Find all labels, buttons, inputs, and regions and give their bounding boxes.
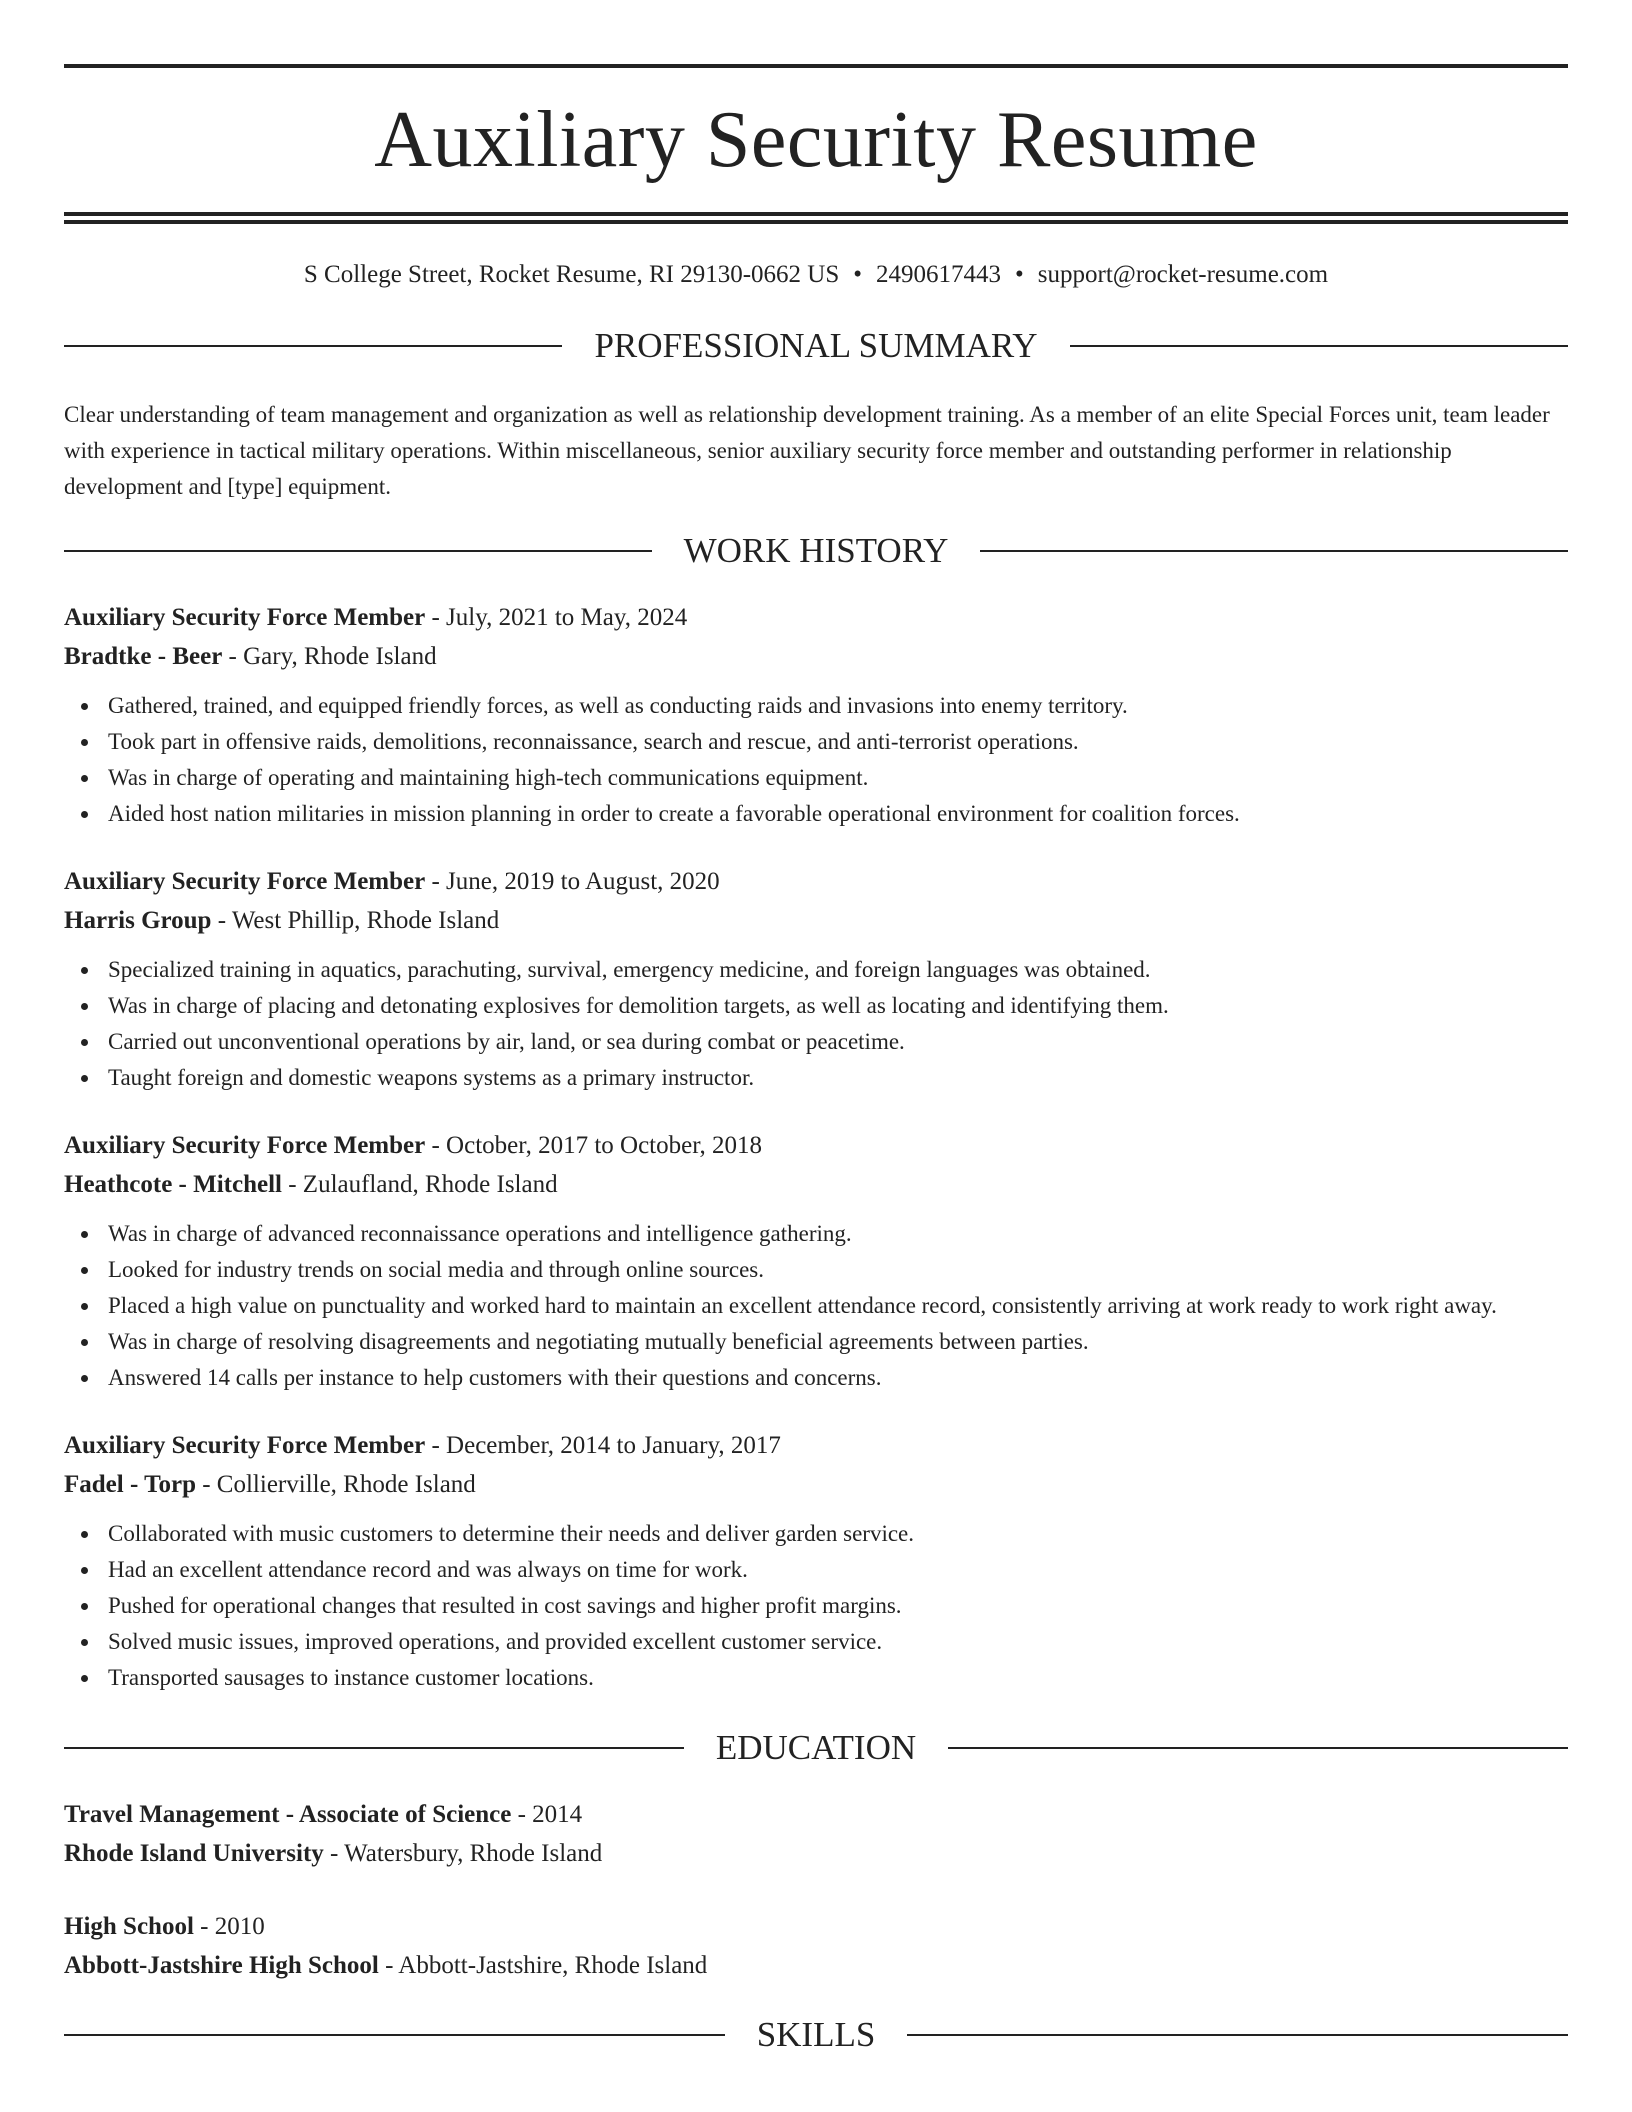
education-location: - Watersbury, Rhode Island (323, 1840, 603, 1867)
job-bullets (64, 688, 1568, 832)
job-company: Harris Group (64, 907, 212, 934)
job-bullet: Was in charge of resolving disagreements and negotiating mutually beneficial agreements between parties. (64, 1324, 1568, 1360)
contact-line (64, 260, 1568, 290)
job-bullet: Was in charge of operating and maintaining high-tech communications equipment. (64, 760, 1568, 796)
education-year: - 2010 (193, 1913, 265, 1940)
resume-title: Auxiliary Security Resume (374, 96, 1258, 184)
section-heading-summary (64, 328, 1568, 363)
job-bullet: Taught foreign and domestic weapons systems as a primary instructor. (64, 1060, 1568, 1096)
job-bullet: Took part in offensive raids, demolitions, reconnaissance, search and rescue, and anti-terrorist operations. (64, 724, 1568, 760)
education-entry (64, 1907, 1568, 1985)
job-location: - Zulaufland, Rhode Island (281, 1171, 558, 1198)
job-bullet: Looked for industry trends on social media and through online sources. (64, 1252, 1568, 1288)
job-company: Heathcote - Mitchell (64, 1171, 282, 1198)
job-bullet: Was in charge of placing and detonating explosives for demolition targets, as well as locating and identifying them. (64, 988, 1568, 1024)
job-title-line (64, 1126, 1568, 1165)
contact-phone: 2490617443 (876, 261, 1002, 288)
job-location: - Gary, Rhode Island (222, 643, 437, 670)
heading-rule (1070, 345, 1568, 347)
resume-page (64, 0, 1568, 2052)
job-company: Fadel - Torp (64, 1471, 196, 1498)
job-company: Bradtke - Beer (64, 643, 223, 670)
education-school: Rhode Island University (64, 1840, 324, 1867)
heading-rule (64, 1747, 684, 1749)
section-title: PROFESSIONAL SUMMARY (594, 326, 1038, 365)
section-title: SKILLS (756, 2015, 876, 2054)
job-title: Auxiliary Security Force Member (64, 1132, 426, 1159)
job-title: Auxiliary Security Force Member (64, 604, 426, 631)
job-entry (64, 598, 1568, 832)
section-heading-work (64, 533, 1568, 568)
job-bullet: Aided host nation militaries in mission planning in order to create a favorable operational environment for coalition forces. (64, 796, 1568, 832)
heading-rule (907, 2034, 1568, 2036)
job-bullets (64, 1516, 1568, 1696)
job-bullet: Gathered, trained, and equipped friendly forces, as well as conducting raids and invasions into enemy territory. (64, 688, 1568, 724)
job-title-line (64, 1426, 1568, 1465)
job-bullet: Carried out unconventional operations by air, land, or sea during combat or peacetime. (64, 1024, 1568, 1060)
job-entry (64, 1126, 1568, 1396)
heading-rule (980, 550, 1568, 552)
job-bullet: Was in charge of advanced reconnaissance operations and intelligence gathering. (64, 1216, 1568, 1252)
contact-separator: • (1015, 261, 1024, 288)
heading-rule (64, 2034, 725, 2036)
job-bullet: Answered 14 calls per instance to help customers with their questions and concerns. (64, 1360, 1568, 1396)
work-history-list (64, 598, 1568, 1696)
job-bullet: Placed a high value on punctuality and worked hard to maintain an excellent attendance record, consistently arriving at work ready to work right away. (64, 1288, 1568, 1324)
education-list (64, 1795, 1568, 1985)
job-title: Auxiliary Security Force Member (64, 868, 426, 895)
heading-rule (64, 550, 652, 552)
contact-address: S College Street, Rocket Resume, RI 29130-0662 US (303, 261, 840, 288)
job-company-line (64, 1165, 1568, 1204)
heading-rule (64, 345, 562, 347)
job-bullet: Pushed for operational changes that resulted in cost savings and higher profit margins. (64, 1588, 1568, 1624)
education-degree: Travel Management - Associate of Science (64, 1801, 512, 1828)
title-double-rule (64, 212, 1568, 224)
job-bullet: Solved music issues, improved operations, and provided excellent customer service. (64, 1624, 1568, 1660)
job-bullets (64, 1216, 1568, 1396)
job-dates: - July, 2021 to May, 2024 (425, 604, 688, 631)
job-title-line (64, 598, 1568, 637)
job-bullets (64, 952, 1568, 1096)
education-degree-line (64, 1795, 1568, 1834)
job-title: Auxiliary Security Force Member (64, 1432, 426, 1459)
job-entry (64, 862, 1568, 1096)
education-entry (64, 1795, 1568, 1873)
contact-separator: • (853, 261, 863, 288)
section-heading-education (64, 1730, 1568, 1765)
job-location: - Collierville, Rhode Island (195, 1471, 476, 1498)
job-bullet: Transported sausages to instance customer locations. (64, 1660, 1568, 1696)
education-location: - Abbott-Jastshire, Rhode Island (378, 1952, 708, 1979)
education-degree-line (64, 1907, 1568, 1946)
education-school: Abbott-Jastshire High School (64, 1952, 379, 1979)
job-bullet: Collaborated with music customers to determine their needs and deliver garden service. (64, 1516, 1568, 1552)
top-rule (64, 64, 1568, 68)
job-company-line (64, 637, 1568, 676)
job-bullet: Had an excellent attendance record and was always on time for work. (64, 1552, 1568, 1588)
section-title: EDUCATION (715, 1728, 917, 1767)
section-heading-skills (64, 2017, 1568, 2052)
job-dates: - June, 2019 to August, 2020 (425, 868, 720, 895)
job-company-line (64, 1465, 1568, 1504)
job-title-line (64, 862, 1568, 901)
job-company-line (64, 901, 1568, 940)
section-title: WORK HISTORY (683, 531, 949, 570)
education-year: - 2014 (511, 1801, 583, 1828)
education-school-line (64, 1834, 1568, 1873)
heading-rule (948, 1747, 1568, 1749)
job-location: - West Phillip, Rhode Island (211, 907, 500, 934)
summary-paragraph: Clear understanding of team management and organization as well as relationship development training. As a member of an elite Special Forces unit, team leader with experience in tactical military operations. Within miscellaneous, senior auxiliary security force member and outstanding performer in relationship development and [type] equipment. (64, 402, 1550, 499)
contact-email: support@rocket-resume.com (1037, 261, 1329, 288)
job-bullet: Specialized training in aquatics, parachuting, survival, emergency medicine, and foreign languages was obtained. (64, 952, 1568, 988)
job-entry (64, 1426, 1568, 1696)
education-school-line (64, 1946, 1568, 1985)
education-degree: High School (64, 1913, 194, 1940)
job-dates: - December, 2014 to January, 2017 (425, 1432, 781, 1459)
job-dates: - October, 2017 to October, 2018 (425, 1132, 763, 1159)
